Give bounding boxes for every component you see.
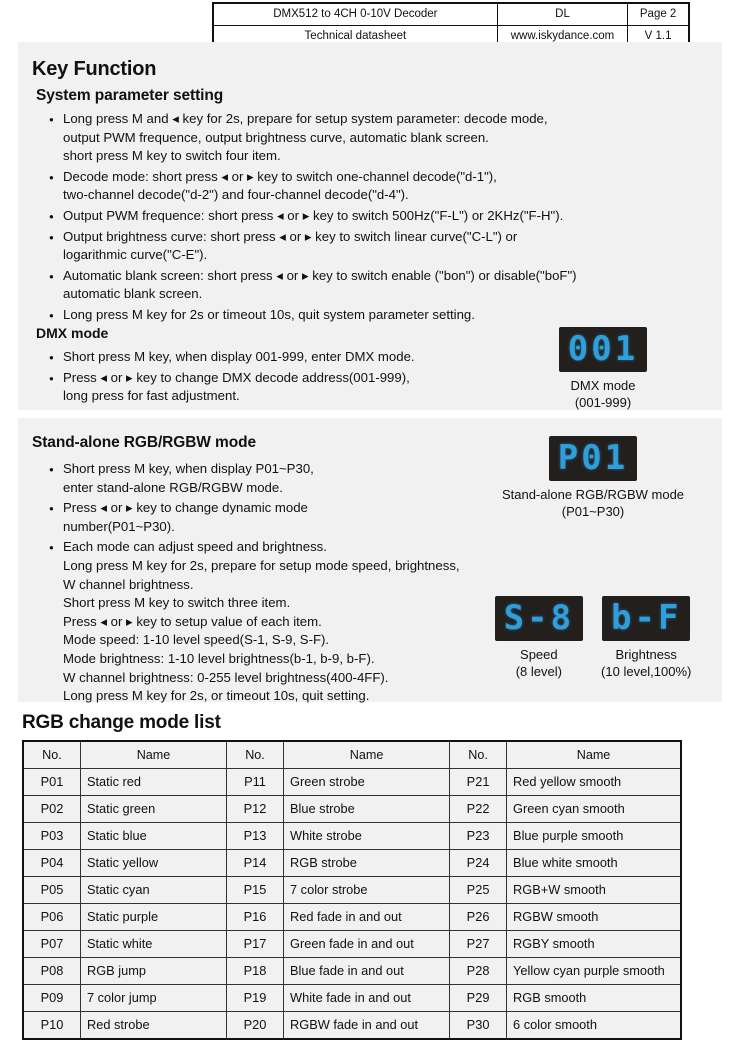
standalone-display-caption [468, 486, 718, 520]
mode-number-cell: P21 [450, 769, 507, 796]
led-display-dmx [559, 327, 647, 372]
table-row [23, 877, 681, 904]
mode-number-cell: P27 [450, 931, 507, 958]
mode-name-cell: Static green [80, 796, 226, 823]
table-header-cell: No. [23, 741, 80, 769]
speed-brightness-display-row [473, 596, 713, 680]
bullet-line: two-channel decode("d-2") and four-channel decode("d-4"). [63, 187, 409, 203]
bullet-line: Short press M key, when display P01~P30, [63, 461, 314, 476]
dmx-mode-bullets [48, 346, 538, 406]
mode-number-cell: P19 [227, 985, 284, 1012]
bullet-line: Decode mode: short press ◂ or ▸ key to switch one-channel decode("d-1"), [63, 168, 497, 184]
mode-number-cell: P18 [227, 958, 284, 985]
speed-display-group [495, 596, 583, 680]
rgb-change-mode-list-title: RGB change mode list [22, 712, 221, 733]
mode-number-cell: P08 [23, 958, 80, 985]
mode-number-cell: P16 [227, 904, 284, 931]
bullet-line: Automatic blank screen: short press ◂ or ▸ key to switch enable ("bon") or disable("boF") [63, 267, 577, 283]
caption-line-2: (8 level) [515, 664, 562, 679]
mode-number-cell: P10 [23, 1012, 80, 1040]
bullet-line: long press for fast adjustment. [63, 388, 240, 404]
header-doc-type: Technical datasheet [213, 26, 497, 49]
mode-name-cell: Green cyan smooth [507, 796, 681, 823]
key-function-title: Key Function [32, 58, 157, 80]
brightness-display-caption [601, 646, 691, 680]
header-code: DL [497, 3, 627, 26]
mode-name-cell: Yellow cyan purple smooth [507, 958, 681, 985]
mode-number-cell: P07 [23, 931, 80, 958]
mode-name-cell: Static yellow [80, 850, 226, 877]
table-row [23, 796, 681, 823]
mode-name-cell: White strobe [284, 823, 450, 850]
bullet-line: enter stand-alone RGB/RGBW mode. [63, 479, 283, 495]
mode-name-cell: White fade in and out [284, 985, 450, 1012]
bullet-line: Short press M key, when display 001-999, enter DMX mode. [63, 349, 415, 364]
mode-number-cell: P22 [450, 796, 507, 823]
mode-name-cell: 7 color strobe [284, 877, 450, 904]
standalone-display-group [468, 436, 718, 520]
rgb-change-mode-table [22, 740, 682, 1040]
bullet-adjust-speed-brightness [48, 538, 508, 705]
mode-name-cell: Red strobe [80, 1012, 226, 1040]
mode-number-cell: P25 [450, 877, 507, 904]
bullet-line: Long press M key for 2s, or timeout 10s, quit setting. [63, 688, 370, 704]
caption-line-2: (001-999) [574, 395, 632, 410]
mode-number-cell: P28 [450, 958, 507, 985]
mode-number-cell: P01 [23, 769, 80, 796]
mode-name-cell: RGBY smooth [507, 931, 681, 958]
mode-name-cell: RGBW fade in and out [284, 1012, 450, 1040]
bullet-line: Long press M and ◂ key for 2s, prepare for setup system parameter: decode mode, [63, 111, 548, 126]
table-header-cell: Name [284, 741, 450, 769]
bullet-brightness-curve [48, 228, 713, 265]
bullet-line: Output brightness curve: short press ◂ or ▸ key to switch linear curve("C-L") or [63, 228, 518, 244]
mode-name-cell: RGB jump [80, 958, 226, 985]
bullet-line: Each mode can adjust speed and brightness. [63, 539, 327, 555]
bullet-change-dynamic-mode [48, 499, 508, 536]
mode-name-cell: 6 color smooth [507, 1012, 681, 1040]
mode-number-cell: P26 [450, 904, 507, 931]
header-version: V 1.1 [628, 26, 689, 49]
bullet-line: Mode brightness: 1-10 level brightness(b-1, b-9, b-F). [63, 650, 375, 666]
mode-name-cell: Blue strobe [284, 796, 450, 823]
bullet-line: logarithmic curve("C-E"). [63, 247, 208, 263]
mode-number-cell: P02 [23, 796, 80, 823]
mode-name-cell: RGB smooth [507, 985, 681, 1012]
table-row [23, 958, 681, 985]
mode-number-cell: P11 [227, 769, 284, 796]
bullet-line: Long press M key for 2s, prepare for setup mode speed, brightness, [63, 557, 460, 573]
dmx-mode-title: DMX mode [36, 325, 109, 341]
mode-number-cell: P15 [227, 877, 284, 904]
rgb-change-mode-table-body [23, 741, 681, 1039]
led-value-mode: P01 [557, 438, 629, 478]
caption-line-1: Stand-alone RGB/RGBW mode [501, 487, 685, 502]
mode-name-cell: RGB+W smooth [507, 877, 681, 904]
mode-name-cell: Red fade in and out [284, 904, 450, 931]
key-function-panel [18, 42, 722, 410]
mode-number-cell: P14 [227, 850, 284, 877]
bullet-quit-system-parameter [48, 306, 713, 325]
bullet-automatic-blank-screen [48, 267, 713, 304]
bullet-line: short press M key to switch four item. [63, 148, 281, 164]
bullet-line: Press ◂ or ▸ key to change dynamic mode [63, 500, 308, 516]
caption-line-1: Brightness [615, 647, 677, 662]
bullet-line: Long press M key for 2s or timeout 10s, quit system parameter setting. [63, 306, 475, 322]
header-product-title: DMX512 to 4CH 0-10V Decoder [213, 3, 497, 26]
mode-number-cell: P03 [23, 823, 80, 850]
mode-number-cell: P13 [227, 823, 284, 850]
speed-display-caption [495, 646, 583, 680]
bullet-line: automatic blank screen. [63, 286, 203, 302]
bullet-line: Press ◂ or ▸ key to setup value of each item. [63, 613, 322, 629]
system-parameter-bullets [48, 108, 713, 325]
mode-name-cell: Static white [80, 931, 226, 958]
table-row [23, 1012, 681, 1040]
led-display-mode [549, 436, 637, 481]
mode-name-cell: RGB strobe [284, 850, 450, 877]
table-row [23, 850, 681, 877]
led-value-brightness: b-F [611, 598, 682, 638]
dmx-mode-display-group [538, 327, 668, 411]
mode-number-cell: P04 [23, 850, 80, 877]
mode-number-cell: P30 [450, 1012, 507, 1040]
mode-name-cell: Blue fade in and out [284, 958, 450, 985]
bullet-line: W channel brightness. [63, 576, 194, 592]
mode-name-cell: Static cyan [80, 877, 226, 904]
mode-name-cell: RGBW smooth [507, 904, 681, 931]
mode-number-cell: P23 [450, 823, 507, 850]
brightness-display-group [601, 596, 691, 680]
bullet-line: output PWM frequence, output brightness curve, automatic blank screen. [63, 129, 489, 145]
bullet-decode-mode [48, 168, 713, 205]
standalone-bullets [48, 458, 508, 706]
standalone-mode-panel [18, 418, 722, 702]
bullet-line: number(P01~P30). [63, 518, 175, 534]
mode-number-cell: P29 [450, 985, 507, 1012]
bullet-short-press-m-dmx [48, 348, 538, 367]
mode-number-cell: P17 [227, 931, 284, 958]
caption-line-2: (10 level,100%) [601, 664, 692, 679]
bullet-long-press-m [48, 110, 713, 166]
mode-name-cell: Blue purple smooth [507, 823, 681, 850]
caption-line-1: DMX mode [570, 378, 636, 393]
mode-name-cell: Static purple [80, 904, 226, 931]
led-display-speed [495, 596, 583, 641]
standalone-title: Stand-alone RGB/RGBW mode [32, 434, 256, 451]
dmx-display-caption [538, 377, 668, 411]
bullet-change-dmx-address [48, 369, 538, 406]
mode-name-cell: Red yellow smooth [507, 769, 681, 796]
table-header-row [23, 741, 681, 769]
header-page-number: Page 2 [628, 3, 689, 26]
mode-name-cell: Static blue [80, 823, 226, 850]
table-header-cell: No. [227, 741, 284, 769]
mode-name-cell: Green fade in and out [284, 931, 450, 958]
table-header-cell: No. [450, 741, 507, 769]
bullet-line: Short press M key to switch three item. [63, 595, 291, 611]
table-row [23, 985, 681, 1012]
table-row [23, 769, 681, 796]
table-row [23, 823, 681, 850]
led-display-brightness [602, 596, 690, 641]
mode-name-cell: Blue white smooth [507, 850, 681, 877]
led-value-dmx: 001 [567, 329, 639, 369]
bullet-line: Mode speed: 1-10 level speed(S-1, S-9, S-F). [63, 632, 330, 648]
led-value-speed: S-8 [503, 598, 575, 638]
caption-line-2: (P01~P30) [561, 504, 625, 519]
table-row [23, 904, 681, 931]
bullet-short-press-m-standalone [48, 460, 508, 497]
bullet-line: Press ◂ or ▸ key to change DMX decode address(001-999), [63, 369, 410, 385]
header-row-1 [213, 3, 689, 26]
mode-number-cell: P12 [227, 796, 284, 823]
mode-name-cell: Static red [80, 769, 226, 796]
table-row [23, 931, 681, 958]
mode-name-cell: 7 color jump [80, 985, 226, 1012]
caption-line-1: Speed [520, 647, 558, 662]
mode-number-cell: P20 [227, 1012, 284, 1040]
bullet-line: Output PWM frequence: short press ◂ or ▸ key to switch 500Hz("F-L") or 2KHz("F-H"). [63, 207, 564, 223]
bullet-pwm-frequence [48, 207, 713, 226]
mode-number-cell: P24 [450, 850, 507, 877]
mode-number-cell: P06 [23, 904, 80, 931]
mode-number-cell: P09 [23, 985, 80, 1012]
mode-name-cell: Green strobe [284, 769, 450, 796]
header-website: www.iskydance.com [497, 26, 627, 49]
bullet-line: W channel brightness: 0-255 level brightness(400-4FF). [63, 669, 389, 685]
table-header-cell: Name [80, 741, 226, 769]
system-parameter-title: System parameter setting [36, 87, 224, 104]
mode-number-cell: P05 [23, 877, 80, 904]
table-header-cell: Name [507, 741, 681, 769]
